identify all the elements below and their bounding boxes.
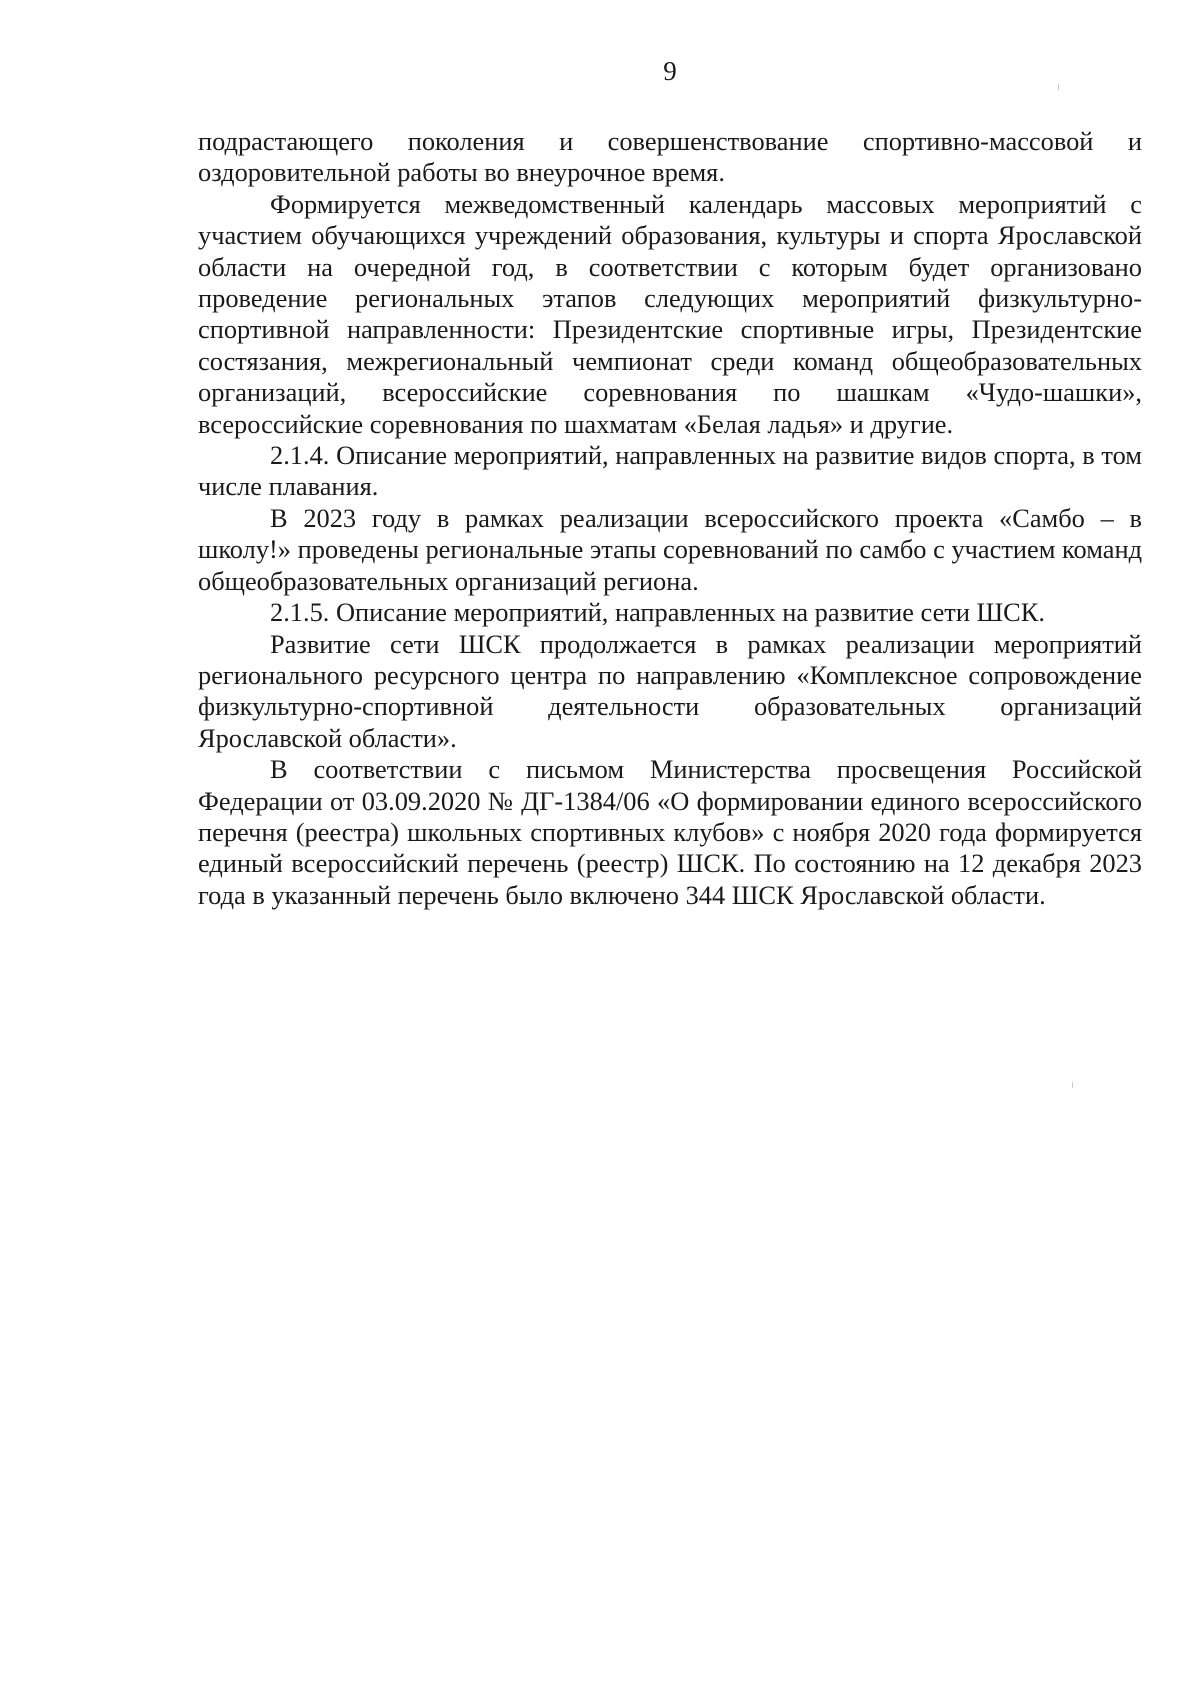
paragraph-1: подрастающего поколения и совершенствование спортивно-массовой и оздоровительной работы во внеурочное время. — [198, 126, 1142, 188]
paragraph-7: В соответствии с письмом Министерства просвещения Российской Федерации от 03.09.2020 № ДГ-1384/06 «О формировании единого всероссийского перечня (реестра) школьных спортивных клубов» с ноября 2020 года формируется единый всероссийский перечень (реестр) ШСК. По состоянию на 12 декабря 2023 года в указанный перечень было включено 344 ШСК Ярославской области. — [198, 754, 1142, 910]
page-number: 9 — [663, 56, 677, 86]
paragraph-3-section-2-1-4: 2.1.4. Описание мероприятий, направленных на развитие видов спорта, в том числе плавания. — [198, 440, 1142, 502]
document-body — [198, 126, 1142, 911]
paragraph-5-section-2-1-5: 2.1.5. Описание мероприятий, направленных на развитие сети ШСК. — [270, 597, 1045, 628]
paragraph-2: Формируется межведомственный календарь массовых мероприятий с участием обучающихся учреждений образования, культуры и спорта Ярославской области на очередной год, в соответствии с которым будет организовано проведение региональных этапов следующих мероприятий физкультурно-спортивной направленности: Президентские спортивные игры, Президентские состязания, межрегиональный чемпионат среди команд общеобразовательных организаций, всероссийские соревнования по шашкам «Чудо-шашки», всероссийские соревнования по шахматам «Белая ладья» и другие. — [198, 188, 1142, 439]
paragraph-6: Развитие сети ШСК продолжается в рамках реализации мероприятий регионального ресурсного центра по направлению «Комплексное сопровождение физкультурно-спортивной деятельности образовательных организаций Ярославской области». — [198, 628, 1142, 753]
paragraph-4: В 2023 году в рамках реализации всероссийского проекта «Самбо – в школу!» проведены региональные этапы соревнований по самбо с участием команд общеобразовательных организаций региона. — [198, 502, 1142, 596]
